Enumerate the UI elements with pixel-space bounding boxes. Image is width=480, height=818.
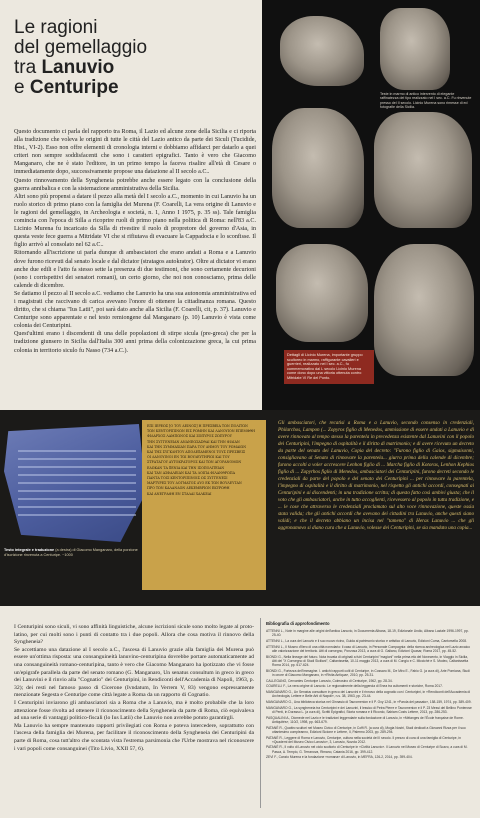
intro-paragraph: Se datiamo il pezzo al II secolo a.C. vediamo che Lanuvio ha una sua autonomia amministrativa ed i magistrati che raccivano di carica avevano l'onore di ottenere la cittadinanza romana. Questo diritto, che si chiama "Ius Latii", poi sarà dato anche alla Sicilia (F. Coarelli, cit, p. 37). Lanuvio e Centuripe sono apparentate e nel testo remiongene dal Manganaro (p. 10) Lanuvio è vista come colonia dei Centuripini. (14, 290, 256, 330)
intro-paragraph: Altri sono più propensi a datare il pezzo alla metà del I secolo a.C., momento in cui Lanuvio ha un ruolo storico di primo piano con la famiglia dei Murena (F. Coarelli, La vera origine di Lanuvio e le ragioni del gemellaggio, in Archeologia e società, n. 1, Anno I 1975, p. 35 ss). Tale famiglia comincia con l'epoca di Silla a ricoprire ruoli di primo piano nella politica di Roma: nell'83 a.C. Licinio Murena fu incaricato da Silla di rivestire il ruolo di propretore del governo d'Asia, in questa veste fece guerra a Mitridate VI che si rifiutava di evacuare la Cappadocia e lo sconfisse. Il figlio arrivò al consolato nel 62 a.C.. (14, 193, 256, 249)
title-line-3 (14, 58, 254, 78)
sculpture-photo-torso (380, 8, 450, 90)
greek-line: ΚΑΙ ΤΗΣ ΣΥΓΚΛΗΤΟΥ ΑΠΟΔΕΞΑΜΕΝΟΙ ΤΟΥΣ ΠΡΕΣΒΕΙΣ (147, 450, 246, 455)
title-line-4 (14, 78, 254, 98)
sculpture-photo-horse-leg (280, 16, 364, 86)
intro-paragraph: Questo rinnovamento della Syngheneia potrebbe anche essere legato con la conclusione della guerra annibalica e con la sistemazione amministrativa della Sicilia. (14, 177, 256, 192)
greek-line: ΤΩΝ ΚΕΝΤΟΡΙΠΙΝΩΝ ΕΙΣ ΡΩΜΗΝ ΚΑΙ ΛΑΝΟΥΙΟΝ ΕΠΕΜΦΘΗ (147, 429, 255, 434)
sculpture-photo-draped-torso (374, 112, 472, 228)
title-line-3-prefix: tra (14, 57, 42, 78)
greek-line: ΠΑΝΤΑ ΤΟΙΣ ΚΕΝΤΟΡΙΠΙΝΟΙΣ ΩΣ ΣΥΓΓΕΝΕΣΙ (147, 476, 228, 481)
sculpture-photo-armored-torso (272, 108, 364, 228)
photo-caption-red: Dettagli di Licinio Murena, importante gruppo scultoreo in marmo, raffigurante cavalieri e guerrieri, realizzato nel I sec. a.C., fu commemorativo dal L secolo Licinio Murena come dono dopo una vittoria ottenuta contro Mitridate VI Re del Ponto. (284, 350, 374, 384)
greek-line: ΣΤΡΑΤΑΓΟΥ ΑΥΤΟΚΡΑΤΟΡΟΣ ΚΑΙ ΤΩΝ ΑΓΟΡΑΝΟΜΩΝ (147, 460, 242, 465)
bibliography-entry: MANGANARO G., Una biblioteca storica nel Ginnasio di Tauromenion e il P. Oxy 1241, in «Parola del passato», 158-159, 1974, pp. 389-409. (266, 700, 472, 705)
bibliography-entry: PATANÈ R., Quattro scultori nel Museo Civico di Centuripe, in Coffi R. (a cura di), Mogia Nostri, Studi dedicati a Giovanni Rizza per il suo ottantesimo compleanno, Edizioni Sicione e Lettere, II, Palermo 2003, pp. 289-294. (266, 725, 466, 734)
greek-line: ΚΑΙ ΑΝΕΓΡΑΦΗ ΕΝ ΣΤΑΛΑΙ ΧΑΛΚΕΑΙ (147, 491, 212, 496)
sculpture-photo-cuirass (374, 244, 474, 376)
bibliography-entry: PATANÈ R., Il volto di Lanuvio nel ciclo scultorio di Centuripe in «Civiltà Lanuvio». Il Lanuvio nel Museo di Centuripe di Scavo, a cura di M. Pasca, A. Tempio, G. Terranova, Rimano, Catania 2016, pp. 399-412. (266, 745, 468, 754)
sculpture-photos (262, 0, 480, 410)
bibliography-entry: PATANÈ R., Leggere di Roma e Lanuvio, Centuripe, cultura nella società del II secolo. Il prezzo di cura di una famiglia di Centuripe, in «Quaderni del Museo Civico Lanuvio», 3, Lanuvio, Nuvola 2012. (266, 735, 461, 744)
bibliography-entry: MANGANARO G., Un Senatus consultum in greco dei Lanuvini e il rinnovo della cognatio con i Centuripini, in «Rendiconti dell'Accademia di Archeologia, Lettere e Belle Arti di Napoli», n.s. 38, 1963, pp. 23-44. (266, 690, 471, 699)
sculpture-photo-horse-fragment (276, 244, 368, 342)
bibliography-title: Bibliografia di approfondimento (266, 621, 330, 626)
inscription-stone-lettering (18, 450, 136, 522)
greek-line: ΕΔΩΚΑΝ ΤΑ ΞΕΝΙΑ ΚΑΙ ΤΗΝ ΙΣΟΠΟΛΙΤΕΙΑΝ (147, 465, 225, 470)
bibliography-entry: BIONDI G., Fortezza dell'immagine. I. antichi rapporti colti di Centuripe, in Cossaro M., De Miro E., Fabio G. (a cura di), Arte Pomiana, Studi in onore di Giacomo Manganaro, in «Rivita Antiqua», 2010, pp. 25-31. (266, 668, 470, 677)
stone-caption-tag: ~1000 (62, 552, 73, 557)
bottom-text (14, 624, 254, 753)
bottom-paragraph: I Centuripini sono siculi, vi sono affinità linguistiche, alcune iscrizioni sicule sono molto legate al proto-latino, per cui molti sono i punti di contatto tra i due popoli. Allora che cosa motiva il rinnovo della Syngheneia? (14, 624, 254, 646)
greek-line: ΤΗΝ ΣΥΓΓΕΝΕΙΑΝ ΑΝΑΝΕΩΣΑΣΘΑΙ ΚΑΙ ΤΗΝ ΦΙΛΙΑΝ (147, 439, 240, 444)
stone-caption (4, 548, 144, 557)
bibliography-entry: BIONDI G., Nella lineage del futuro. Nota trovata di originali a fuiri Centuripini "magioni" nella prima età del Novecento, in Viaggio in Sicilia, Atti del "X Convegno di Studi Siciliani", Caltanissetta, 10-11 maggio 2013, a cura di M. Congiu e C. Miccichè e S. Modeo, Caltanissetta Roma 2014, pp. 617-624. (266, 654, 469, 668)
title-lanuvio: Lanuvio (41, 57, 115, 78)
greek-line: ΕΠΙ ΙΕΡΕΩΣ [Ο ΤΟΥ ΔΕΙΝΟΣ] Η ΠΡΕΣΒΕΙΑ ΤΩΝ ΠΟΛΙΤΩΝ (147, 424, 248, 428)
greek-line: ΟΙ ΛΑΝΟΥΙΝΟΙ ΕΝ ΤΩΙ ΒΟΥΛΕΥΤΗΡΙΩΙ ΚΑΙ ΤΟΥ (147, 455, 230, 460)
bibliography-entry: MANGANARO G., La syngheneia tra Centuripini e dei Lanuvini, il lessico di Petra Pierre e Tauromenion e il P. 23 Messi del Bellino Ponterose di Penti, in Dorasso L. (a cura di), Scritti Epigrafici, Storia romana e il Ricordo, Sabiam Costs Lettere, 2013, pp. 286-253. (266, 705, 472, 714)
title-line-4-prefix: e (14, 77, 30, 98)
stone-caption-bold: Testo integrale e traduzione (4, 548, 55, 552)
greek-line: ΚΑΙ ΤΗΝ ΣΥΜΜΑΧΙΑΝ ΠΑΡΑ ΤΟΥ ΔΗΜΟΥ ΤΟΥ ΡΩΜΑΙΩΝ (147, 444, 247, 449)
greek-inscription-text (142, 420, 266, 590)
stone-caption-text: (a destra) di Giacomo Manganaro, della porzione d'iscrizione rinvenuta a Centuripe. (4, 548, 138, 557)
italian-translation: Gli ambasciatori, che recatisi a Roma e a Lanuvio, secondo consenso in credenziali, Philarchos, Lampon (... Zopyros figlio di Menedos, ammissione di essere andati a Lanuvio e di avere rinnovato al tempo stesso la parentela in precedenza esistente dal Lanuvini con il popolo dei Centuripini, l'impegno di ospitalità e il diritto di matrimonio; e di avere ricevuto un decreto da parte del senato dei Lanuvio, Copia del decreto: "Furono figlio di Gaios, sigmaisonni, consigliavano al Senato di rinnovare la parentela... giurra prima della calende di dicembre; furono accolti a voler accrescere Lenhon figlio di ... Marcha figlio di Kotoras, Lenhon Kephios figlio di ... Zopyrhos figlio di Menedos, ambasciatori dei Centuripini, furono decreti secondo le credenziali da parte del popolo e del senato dei Centuripini ... per rinnovare la parentela, l'impegno di ospitalità e il diritto di matrimonio, nel rispetto gli antichi accordi, consegnati ai Centuripini e ai discendenti; in una tradizione scritta; di questo fatto così ambivi giusta; che il voto che gli ambasciatori, anche in tutto accoglienti, ricevessero al popolo in tutta tradizione, e ... le cose che attraverso le credenziali proclamato sul alto voce rinnovazione, queste ossia stata valida; che gli antichi accordi che avevano dei cittadini tra Lanuvio, anche questi siano validi; e che il decreto abbiano un incisa nel "tamena" di Heras Lanuvio ... che gli aggronamovo si diano cura che a Lanuvio, volesse dei Centuripini, se sia mandato una copia... (278, 420, 474, 531)
bibliography-entry: ATTENNI L., La cura dei Lanuvio e il suo nuovo ricino, Guida al patrimonio storico e artistico di Lanuvio, Edizioni Cuma, Cantorsella 2008. (266, 639, 467, 644)
column-divider (260, 618, 261, 808)
intro-paragraph: Questo documento ci parla del rapporto tra Roma, il Lazio ed alcune zone della Sicilia e ci riporta alla tradizione che voleva le origini di tutte le città del Lazio antico da parte dei Siculi (Tucidide, Hist., VI-2). Esso non offre elementi di cronologia interni e dobbiamo affidarci per datarlo a quei criteri non sempre soddisfacenti che sono i caratteri epigrafici. Tanto è vero che Giacomo Manganaro, che ne è stato l'editore, in un primo tempo la faceva risalire all'età di Cesare o immediatamente dopo, successivamente propose una datazione al II secolo a.C.. (14, 129, 256, 176)
bibliography-entry: ATTENNI L., Il Museo d'Ilero di una città nonrolario: il caso di Lanuvio, in Personale Compagnia: della ricerca archeologica nel Lazio arcaico alle valorizzazione del territorio. Atti di convegno, Ponzosa 2013, a cura di G. Galiano, Edizioni Quasar, Roma 2017, pp. 45-52. (266, 644, 470, 653)
intro-text (14, 128, 256, 355)
greek-line: ΚΑΙ ΤΑΝ ΑΣΦΑΛΕΙΑΝ ΚΑΙ ΤΑ ΛΟΙΠΑ ΦΙΛΑΝΘΡΩΠΑ (147, 470, 235, 475)
bottom-paragraph: Ma Lanuvio ha sempre mantenuto rapporti privilegiati con Roma e poteva intercedere, soprattutto con l'ascesa della famiglia dei Murena, per facilitare il riconoscimento della Syngheneia dei Centuripini da parte di Roma, cosa tutt'altro che scontata vista l'estrema parsimonia che l'Urbe mostrava nel riconoscere i vari popoli come consanguinei (Tito Livio, XXII 57, 6). (14, 722, 254, 752)
bibliography-entry: CALLEGANO, Cervantes Centuripe Lanuvio, Colmosino di Centuripe, 1962, pp. 28-34. (266, 678, 393, 683)
intro-paragraph: Quest'ultimi erano i discendenti di una delle popolazioni di stirpe sicula (pre-greca) che per la tradizione giunsero in Sicilia dall'Italia 300 anni prima della colonizzazione greca, la cui prima colonia in territorio siculo fu Nasso (734 a.C.). (14, 331, 256, 354)
greek-line: ΦΙΛΑΡΧΟΣ ΛΑΜΠΩΝΟΣ ΚΑΙ ΖΩΠΥΡΟΣ ΖΩΠΥΡΟΥ (147, 434, 232, 439)
bibliography-entry: ATTENNI L., Note in margine alle origini dell'antica Lanuvio, in Documenta Albana, 18-19, Edizionale Undio, Albano Laziale 1996-1997, pp. 25-40. (266, 629, 469, 638)
bibliography-entry: PASQUALINI A., Diomede nel Lazio e le tradizioni leggendarie sulla fondazione di Lanuvio, in «Mélanges de l'École française de Rome. Antiquités», 110/2, 1998, pp. 663-679. (266, 715, 464, 724)
title-line-1: Le ragioni (14, 17, 98, 38)
panel-title (14, 18, 254, 98)
intro-paragraph: Ritornando all'iscrizione ui parla dunque di ambasciatori che erano andati a Roma e a Lanuvio dove furono ricevuti dal senato locale e dal dictator (stratagos autokrator). Oltre ai dictator vi erano anche due edili e l'atto fa stesso sette la presenza di due testimoni, che sono certamente decurioni (sono i corrispettivi dei senatori romani), un certo giorno, che noi non conosciamo, prima delle calende di dicembre. (14, 250, 256, 289)
bibliography-entry: ZEVI F., Canzio Murena e la fondazione «romana» di Lanuvio, in MEFRA, 126-2, 2014, pp. 399-404. (266, 755, 413, 760)
photo-caption-top: Teste in marmo di antico intervento di elegante raffinatezza del tipo realizzato nel I sec. a.C. Fu rinvenute presso del II secolo. Licinio Murena sono rimesse di ed fotografie della Sicilia. (380, 92, 472, 110)
bottom-paragraph: Se accettiamo una datazione al I secolo a.C., l'ascesa di Lanuvio grazie alla famiglia dei Murena può essere un'ottima risposta: una consanguineità lanuvino-centuripina dovrebbe portare automaticamente ad una consanguineità romano-centuripina, tanto è vero che Giacomo Manganaro ha ipotizzato che vi fosse un'epigrafe parallela da parte del senato romano (G. Manganaro, Un senatus consultum in greco in greco dei Lanuvini e il rinvio alla "Cognatio" dei Centuripini, in Rendiconti dell'Accademia di Napoli, 1963, p. 32); dei resti nel famoso passo di Cicerone (Ivndatum, In Verrem V, 83) vengono espressamente menzionate Segesta e Centuripe come città legate a Roma da un rapporto di Cognatio. (14, 646, 254, 699)
title-line-2: del gemellaggio (14, 37, 148, 58)
greek-line: ΠΡΟ ΤΩΝ ΚΑΛΑΝΔΩΝ ΔΕΚΕΜΒΡΙΩΝ ΕΚΥΡΩΘΗ (147, 486, 230, 491)
title-centuripe: Centuripe (29, 77, 119, 98)
bibliography-entry: COARELLI F., La vera origine di Lanuvio. Le regionalmente della leggenda di Enea tra cultomenti e storiche, Roma 2017. (266, 684, 443, 689)
bibliography (266, 622, 472, 761)
greek-line: ΜΑΡΤΥΡΕΣ ΤΟΥ ΔΟΓΜΑΤΟΣ ΔΥΟ ΕΚ ΤΩΝ ΒΟΥΛΕΥΤΑΝ (147, 481, 242, 486)
bibliography-list (266, 629, 472, 759)
bottom-paragraph: I Centuripini inviarono gli ambasciatori sia a Roma che a Lanuvio, ma è molto probabile che la loro attenzione fosse rivolta ad ottenere il riconoscimento della Syngheneia da parte di Roma, ciò equivaleva ad una serie di vantaggi politico-fiscali (lo Ius Latii) che Lanuvio non avrebbe potuto garantirgli. (14, 699, 254, 722)
